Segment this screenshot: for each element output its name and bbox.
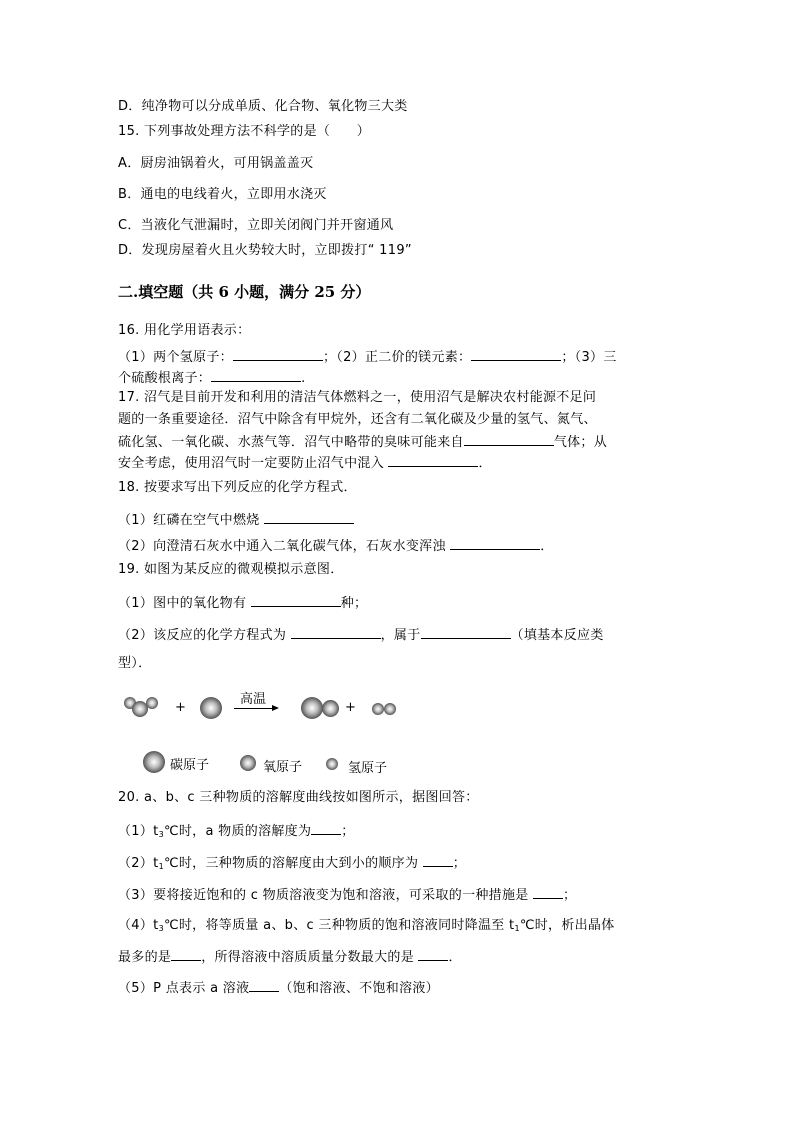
q17-text: 气体；从 [553, 435, 608, 450]
oxygen-atom-icon [240, 755, 256, 771]
q16-part1: （1）两个氢原子： [118, 350, 233, 365]
period: ． [540, 539, 554, 554]
plus-sign: + [345, 700, 356, 715]
answer-blank[interactable] [388, 454, 478, 467]
q20-part2 [118, 854, 466, 875]
answer-blank[interactable] [211, 369, 301, 382]
period: ． [448, 950, 462, 965]
q20-text: （3）要将接近饱和的 c 物质溶液变为饱和溶液，可采取的一种措施是 [118, 888, 534, 903]
q20-text: ℃时，a 物质的溶解度为 [163, 824, 312, 839]
legend-hydrogen: 氢原子 [348, 761, 388, 776]
arrow-head-icon [272, 705, 279, 711]
q16-stem: 16. 用化学用语表示： [118, 323, 251, 338]
q16-part2: ；（2）正二价的镁元素： [322, 350, 472, 365]
q17-line3 [118, 433, 607, 451]
answer-blank[interactable] [533, 886, 563, 899]
q17-line4 [118, 454, 492, 472]
q20-part3 [118, 886, 576, 904]
carbon-atom-icon [143, 751, 165, 773]
subscript: 1 [158, 862, 164, 871]
q20-text: （饱和溶液、不饱和溶液） [279, 981, 439, 996]
q17-text: 安全考虑，使用沼气时一定要防止沼气中混入 [118, 456, 389, 471]
q17-line1: 17. 沼气是目前开发和利用的清洁气体燃料之一，使用沼气是解决农村能源不足问 [118, 390, 597, 405]
hydrogen-atom-icon [146, 697, 158, 709]
q15-option-d: D．发现房屋着火且火势较大时，立即拨打“ 119” [118, 243, 412, 258]
q15-option-a: A．厨房油锅着火，可用锅盖盖灭 [118, 156, 314, 171]
q20-part4 [118, 918, 615, 937]
q16-part3: ；（3）三 [561, 350, 617, 365]
subscript: 3 [158, 924, 164, 933]
q17-text: 硫化氢、一氧化碳、水蒸气等．沼气中略带的臭味可能来自 [118, 435, 464, 450]
subscript: 3 [158, 830, 164, 839]
q17-line2: 题的一条重要途径．沼气中除含有甲烷外，还含有二氧化碳及少量的氢气、氮气、 [118, 412, 597, 427]
reaction-arrow [234, 708, 274, 709]
carbon-atom-icon [200, 697, 222, 719]
answer-blank[interactable] [423, 854, 453, 867]
reaction-condition: 高温 [240, 692, 267, 707]
q20-part1 [118, 822, 355, 843]
q16-part4: 个硫酸根离子： [118, 371, 212, 386]
q19-text: （1）图中的氧化物有 [118, 596, 251, 611]
q19-text: （2）该反应的化学方程式为 [118, 628, 291, 643]
q20-text: 最多的是 [118, 950, 172, 965]
period: ． [478, 456, 492, 471]
q15-option-c: C．当液化气泄漏时，立即关闭阀门并开窗通风 [118, 218, 394, 233]
answer-blank[interactable] [421, 626, 511, 639]
hydrogen-atom-icon [326, 758, 338, 770]
subscript: 1 [514, 924, 520, 933]
q18-text: （1）红磷在空气中燃烧 [118, 513, 265, 528]
legend-carbon: 碳原子 [170, 758, 210, 773]
answer-blank[interactable] [233, 348, 323, 361]
q20-text: ； [563, 888, 577, 903]
q19-part1 [118, 594, 367, 612]
q18-part2 [118, 537, 554, 555]
legend-oxygen: 氧原子 [263, 760, 303, 775]
q19-text: 种； [340, 596, 368, 611]
q20-text: ℃时，析出晶体 [519, 918, 615, 933]
answer-blank[interactable] [249, 979, 279, 992]
q20-part4-cont [118, 948, 462, 966]
answer-blank[interactable] [311, 822, 341, 835]
q19-text: ，属于 [380, 628, 421, 643]
q18-text: （2）向澄清石灰水中通入二氧化碳气体，石灰水变浑浊 [118, 539, 451, 554]
q20-text: （5）P 点表示 a 溶液 [118, 981, 250, 996]
q19-text: （填基本反应类 [510, 628, 604, 643]
q15-stem: 15. 下列事故处理方法不科学的是（ ） [118, 124, 371, 139]
q20-text: ℃时，将等质量 a、b、c 三种物质的饱和溶液同时降温至 t [163, 918, 515, 933]
answer-blank[interactable] [171, 948, 201, 961]
answer-blank[interactable] [418, 948, 448, 961]
q20-part5 [118, 979, 439, 997]
hydrogen-atom-icon [384, 703, 396, 715]
answer-blank[interactable] [291, 626, 381, 639]
q19-part2 [118, 626, 604, 644]
q20-stem: 20. a、b、c 三种物质的溶解度曲线按如图所示，据图回答： [118, 790, 479, 805]
q18-stem: 18. 按要求写出下列反应的化学方程式． [118, 480, 357, 495]
q19-part2-cont: 型）． [118, 656, 152, 671]
q20-text: ，所得溶液中溶质质量分数最大的是 [201, 950, 419, 965]
q16-line2 [118, 369, 306, 387]
q20-text: ； [341, 824, 355, 839]
answer-blank[interactable] [264, 511, 354, 524]
q16-line1 [118, 348, 617, 366]
answer-blank[interactable] [464, 433, 554, 446]
q20-text: （2）t [118, 856, 159, 871]
hydrogen-atom-icon [372, 703, 384, 715]
answer-blank[interactable] [450, 537, 540, 550]
period: . [301, 371, 306, 386]
answer-blank[interactable] [251, 594, 341, 607]
q20-text: （1）t [118, 824, 159, 839]
q18-part1 [118, 511, 354, 529]
q19-stem: 19. 如图为某反应的微观模拟示意图． [118, 562, 344, 577]
carbon-atom-icon [301, 697, 323, 719]
q15-option-b: B．通电的电线着火，立即用水浇灭 [118, 187, 327, 202]
q20-text: （4）t [118, 918, 159, 933]
q20-text: ； [452, 856, 467, 871]
q20-text: ℃时，三种物质的溶解度由大到小的顺序为 [163, 856, 423, 871]
q14-option-d: D．纯净物可以分成单质、化合物、氧化物三大类 [118, 99, 408, 114]
plus-sign: + [175, 700, 186, 715]
oxygen-atom-icon [322, 700, 339, 717]
section-heading: 二.填空题（共 6 小题，满分 25 分） [118, 283, 371, 301]
answer-blank[interactable] [471, 348, 561, 361]
